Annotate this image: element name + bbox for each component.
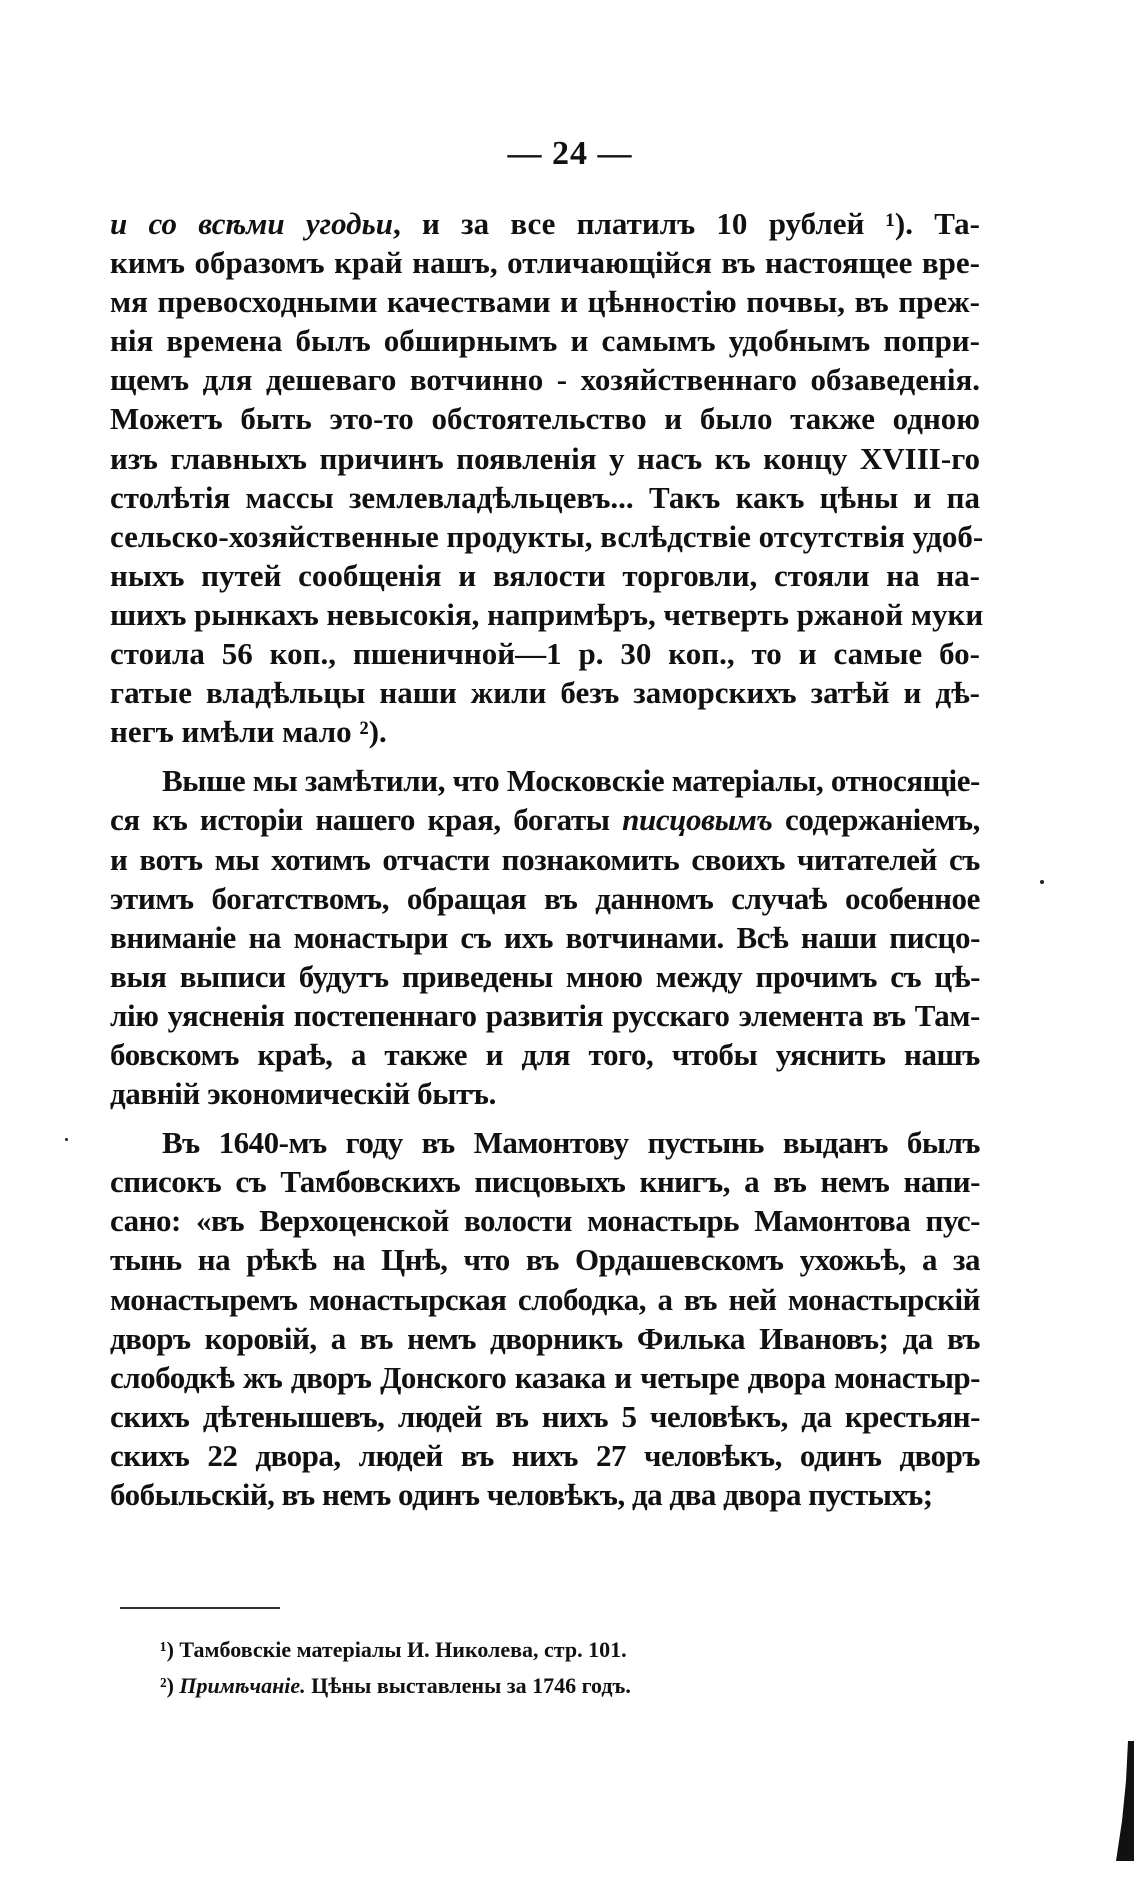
text-line: [110, 800, 980, 839]
text-line: [110, 1436, 980, 1475]
scan-speck: [65, 1138, 68, 1141]
text-run: этимъ богатствомъ, обращая въ данномъ случаѣ особенное: [110, 880, 980, 916]
text-line: [110, 1240, 980, 1279]
text-line: [110, 1201, 980, 1240]
text-run: мя превосходными качествами и цѣнностію почвы, въ преж-: [110, 284, 980, 320]
text-line: [110, 761, 980, 800]
text-line: [110, 879, 980, 918]
footnote-separator: [120, 1607, 280, 1609]
text-line: [110, 673, 980, 712]
text-run: негъ имѣли мало ²).: [110, 714, 387, 750]
footnote-1: [160, 1632, 980, 1668]
text-line: [110, 439, 980, 478]
text-line: [110, 1397, 980, 1436]
text-run: скихъ дѣтенышевъ, людей въ нихъ 5 человѣкъ, да крестьян-: [110, 1398, 980, 1434]
body-text: [110, 204, 984, 1514]
footnote-text: Цѣны выставлены за 1746 годъ.: [305, 1673, 631, 1698]
footnotes: [160, 1632, 980, 1704]
footnote-mark: ¹): [160, 1637, 174, 1662]
text-run: выя выписи будутъ приведены мною между прочимъ съ цѣ-: [110, 958, 980, 994]
text-line: [110, 399, 980, 438]
text-run: дворъ коровій, а въ немъ дворникъ Филька Ивановъ; да въ: [110, 1320, 980, 1356]
text-line: [110, 478, 980, 517]
text-line: [110, 1475, 980, 1514]
text-run: содержаніемъ,: [772, 802, 980, 838]
footnote-italic-label: Примѣчаніе.: [179, 1673, 306, 1698]
italic-run: писцовымъ: [622, 802, 773, 838]
page-edge-shadow: [1114, 1741, 1134, 1861]
text-run: сано: «въ Верхоценской волости монастырь Мамонтова пус-: [110, 1203, 980, 1239]
text-line: [110, 712, 980, 751]
text-line: [110, 1123, 980, 1162]
text-run: стоила 56 коп., пшеничной—1 р. 30 коп., то и самые бо-: [110, 636, 980, 672]
text-run: гатые владѣльцы наши жили безъ заморскихъ затѣй и дѣ-: [110, 675, 980, 711]
text-line: [110, 1074, 980, 1113]
text-run: , и за все платилъ 10 рублей ¹). Та-: [392, 206, 980, 241]
text-run: столѣтія массы землевладѣльцевъ... Такъ какъ цѣны и па: [110, 479, 980, 515]
text-line: [110, 1358, 980, 1397]
text-line: [110, 1280, 980, 1319]
text-line: [110, 204, 980, 243]
text-run: лію уясненія постепеннаго развитія русскаго элемента въ Там-: [110, 997, 980, 1033]
text-line: [110, 321, 980, 360]
page-number: — 24 —: [507, 135, 633, 172]
footnote-text: Тамбовскіе матеріалы И. Николева, стр. 101.: [179, 1637, 627, 1662]
text-run: монастыремъ монастырская слободка, а въ ней монастырскій: [110, 1281, 980, 1317]
text-run: слободкѣ жъ дворъ Донского казака и четыре двора монастыр-: [110, 1359, 980, 1395]
text-line: [110, 556, 980, 595]
paragraph: [110, 1123, 980, 1514]
text-line: [110, 517, 984, 556]
paragraph: [110, 204, 984, 751]
text-run: кимъ образомъ край нашъ, отличающійся въ настоящее вре-: [110, 245, 980, 281]
text-run: и вотъ мы хотимъ отчасти познакомить своихъ читателей съ: [110, 841, 980, 877]
footnote-mark: ²): [160, 1673, 174, 1698]
text-run: ся къ исторіи нашего края, богаты: [110, 802, 623, 838]
text-line: [110, 634, 980, 673]
text-run: бовскомъ краѣ, а также и для того, чтобы уяснить нашъ: [110, 1036, 980, 1072]
text-run: вниманіе на монастыри съ ихъ вотчинами. Всѣ наши писцо-: [110, 919, 980, 955]
text-line: [110, 918, 980, 957]
text-run: списокъ съ Тамбовскихъ писцовыхъ книгъ, а въ немъ напи-: [110, 1164, 980, 1200]
text-line: [110, 243, 980, 282]
text-run: ныхъ путей сообщенія и вялости торговли, стояли на на-: [110, 557, 980, 593]
text-line: [110, 1162, 980, 1201]
paragraph: [110, 761, 980, 1113]
text-line: [110, 360, 980, 399]
text-line: [110, 282, 980, 321]
text-line: [110, 595, 984, 634]
footnote-2: [160, 1668, 980, 1704]
text-run: тынь на рѣкѣ на Цнѣ, что въ Ордашевскомъ ухожьѣ, а за: [110, 1242, 980, 1278]
text-run: щемъ для дешеваго вотчинно - хозяйственнаго обзаведенія.: [110, 362, 980, 398]
text-run: сельско-хозяйственные продукты, вслѣдствіе отсутствія удоб-: [110, 518, 984, 554]
text-run: Выше мы замѣтили, что Московскіе матеріалы, относящіе-: [162, 763, 980, 799]
text-run: давній экономическій бытъ.: [110, 1076, 496, 1112]
text-line: [110, 957, 980, 996]
text-line: [110, 996, 980, 1035]
text-line: [110, 840, 980, 879]
text-run: изъ главныхъ причинъ появленія у насъ къ концу XVIII-го: [110, 440, 980, 476]
text-run: скихъ 22 двора, людей въ нихъ 27 человѣкъ, одинъ дворъ: [110, 1437, 980, 1473]
text-run: нія времена былъ обширнымъ и самымъ удобнымъ попри-: [110, 323, 980, 359]
scan-speck: [1040, 880, 1044, 884]
text-line: [110, 1035, 980, 1074]
italic-run: и со всѣми угодьи: [110, 206, 393, 241]
text-run: Въ 1640-мъ году въ Мамонтову пустынь выданъ былъ: [162, 1125, 980, 1161]
text-run: бобыльскій, въ немъ одинъ человѣкъ, да два двора пустыхъ;: [110, 1477, 933, 1512]
text-run: шихъ рынкахъ невысокія, напримѣръ, четверть ржаной муки: [110, 596, 984, 632]
text-run: Можетъ быть это-то обстоятельство и было также одною: [110, 401, 980, 437]
text-line: [110, 1319, 980, 1358]
